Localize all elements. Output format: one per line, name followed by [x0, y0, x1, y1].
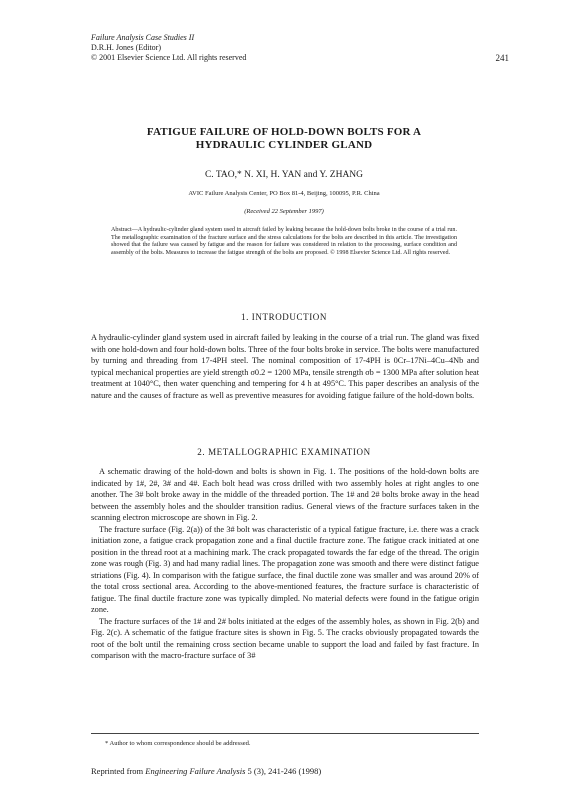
footnote-rule [91, 733, 479, 734]
affiliation: AVIC Failure Analysis Center, PO Box 81-4, Beijing, 100095, P.R. China [188, 190, 380, 197]
reprint-journal: Engineering Failure Analysis [145, 766, 246, 776]
copyright-line: © 2001 Elsevier Science Ltd. All rights reserved [91, 53, 247, 62]
reprint-suffix: 5 (3), 241-246 (1998) [245, 766, 322, 776]
series-title: Failure Analysis Case Studies II [91, 33, 195, 42]
running-header [91, 33, 246, 63]
page-number: 241 [495, 53, 509, 63]
metal-paragraph-2: The fracture surface (Fig. 2(a)) of the 3# bolt was characteristic of a typical fatigue fracture, i.e. there was a crack initiation zone, a fatigue crack propagation zone and a final ductile fracture zone. The fatigue crack initiated at one position in the thread root at a machining mark. The crack propagated towards the far edge of the thread. The origin zone was rough (Fig. 3) and had many radial lines. The propagation zone was smooth and there were distinct fatigue striations (Fig. 4). In comparison with the fatigue surface, the final ductile zone was smaller and was around 20% of the total cross sectional area. According to the above-mentioned features, the fracture surface is characteristic of fatigue. The final ductile fracture zone was typically dimpled. No material defects were found in the fatigue origin zone. [91, 524, 479, 614]
metallographic-body [91, 466, 479, 662]
article-title [60, 126, 508, 152]
introduction-body [91, 332, 479, 401]
intro-paragraph-1: A hydraulic-cylinder gland system used in aircraft failed by leaking in the course of a trial run. The gland was fixed with one hold-down and four hold-down bolts. Three of the four bolts broke in service. The bolts were manufactured by turning and threading from 17-4PH steel. The nominal composition of 17-4PH is 0Cr–17Ni–4Cu–4Nb and typical mechanical properties are yield strength σ0.2 = 1200 MPa, tensile strength σb = 1300 MPa after solution heat treatment at 1040°C, then water quenching and tempering for 4 h at 495°C. This paper describes an analysis of the nature and the causes of fracture as well as preventive measures for avoiding fatigue failure of the hold-down bolts. [91, 333, 479, 400]
received-date: (Received 22 September 1997) [244, 208, 324, 215]
abstract: Abstract—A hydraulic-cylinder gland system used in aircraft failed by leaking because the hold-down bolts broke in the course of a trial run. The metallographic examination of the fracture surface and the stress calculations for the bolts are described in this article. The investigation showed that the failure was caused by fatigue and the reason for failure was considered in relation to the processing, surface condition and assembly of the bolts. Measures to increase the fatigue strength of the bolts are proposed. © 1998 Elsevier Science Ltd. All rights reserved. [111, 227, 457, 256]
editor-line: D.R.H. Jones (Editor) [91, 43, 161, 52]
reprint-line [91, 766, 321, 776]
metal-paragraph-3: The fracture surfaces of the 1# and 2# bolts initiated at the edges of the assembly holes, as shown in Fig. 2(b) and Fig. 2(c). A schematic of the fatigue fracture sites is shown in Fig. 5. The cracks obviously propagated towards the root of the bolt until the remaining cross section became unable to support the load and failed by fast fracture. In comparison with the macro-fracture surface of 3# [91, 616, 479, 660]
title-line-2: HYDRAULIC CYLINDER GLAND [195, 139, 373, 151]
footnote: * Author to whom correspondence should be addressed. [105, 740, 251, 747]
section-heading-introduction: 1. INTRODUCTION [241, 312, 327, 322]
author-list: C. TAO,* N. XI, H. YAN and Y. ZHANG [204, 170, 364, 180]
title-line-1: FATIGUE FAILURE OF HOLD-DOWN BOLTS FOR A [146, 126, 422, 138]
section-heading-metallographic: 2. METALLOGRAPHIC EXAMINATION [197, 447, 371, 457]
metal-paragraph-1: A schematic drawing of the hold-down and bolts is shown in Fig. 1. The positions of the hold-down bolts are indicated by 1#, 2#, 3# and 4#. Each bolt head was cross drilled with two assembly holes at right angles to one another. The 3# bolt broke away in the middle of the threaded portion. The 1# and 2# bolts broke away in the head between the assembly holes and the shoulder transition radius. General views of the fracture surfaces taken in the scanning electron microscope are shown in Fig. 2. [91, 467, 479, 522]
reprint-prefix: Reprinted from [91, 766, 146, 776]
